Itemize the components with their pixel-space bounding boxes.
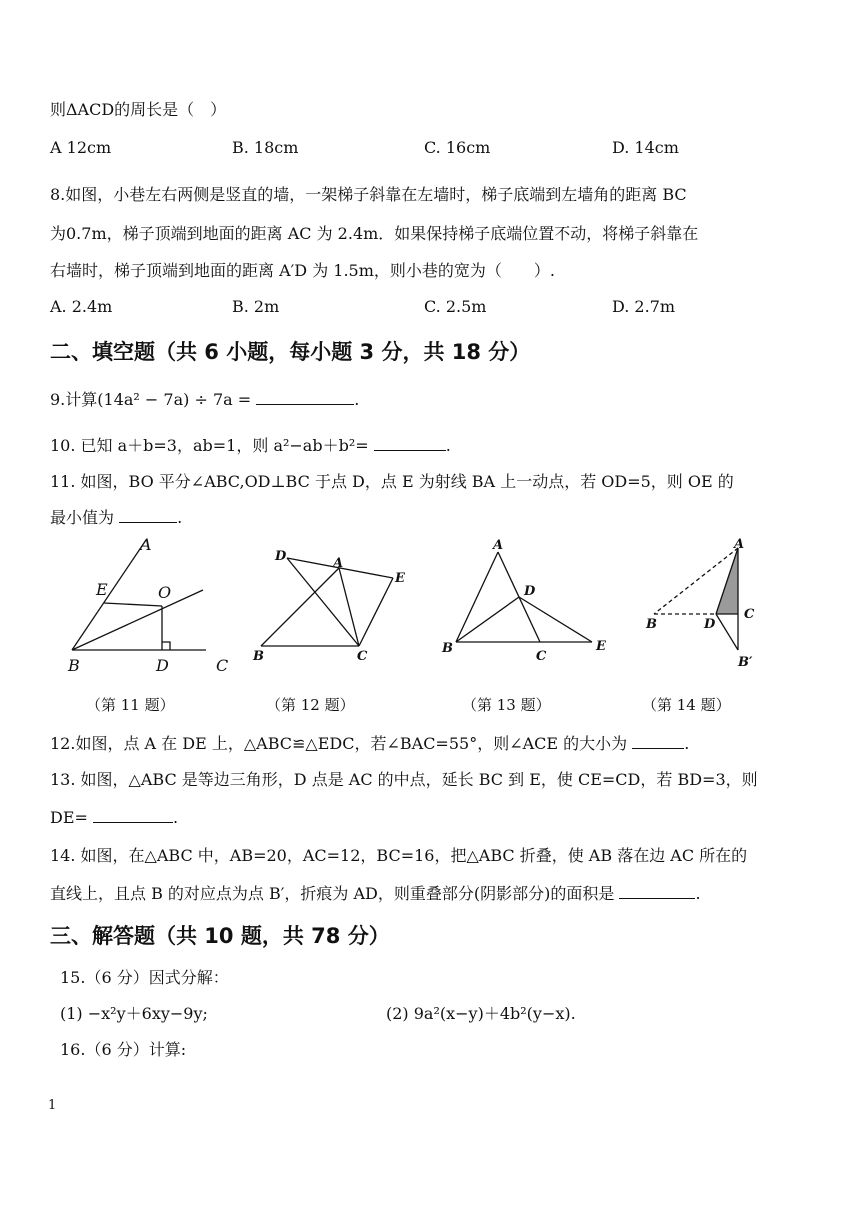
page-number: 1: [48, 1098, 57, 1113]
figure-14: [640, 538, 780, 673]
q8-option-d: D. 2.7m: [612, 297, 676, 316]
q7-option-b: B. 18cm: [232, 138, 299, 157]
caption-fig-12: （第 12 题）: [266, 696, 355, 714]
fig12-label-e: E: [395, 571, 405, 586]
q12-answer-blank: [632, 734, 684, 749]
q15-part-1: (1) −x²y＋6xy−9y;: [60, 1004, 208, 1023]
q7-option-a: A 12cm: [50, 138, 112, 157]
q12-text: 12.如图，点 A 在 DE 上，△ABC≌△EDC，若∠BAC=55°，则∠ACE 的大小为: [50, 734, 628, 753]
section-3-heading: 三、解答题（共 10 题，共 78 分）: [50, 924, 390, 948]
fig12-label-d: D: [275, 549, 287, 564]
q7-option-c: C. 16cm: [424, 138, 491, 157]
q13-line-2-text: DE=: [50, 808, 88, 827]
q9-answer-blank: [256, 390, 354, 405]
fig11-label-o: O: [158, 583, 172, 602]
fig12-label-b: B: [253, 649, 264, 664]
fig11-label-c: C: [216, 656, 229, 675]
q10-text: 10. 已知 a＋b=3，ab=1，则 a²−ab＋b²=: [50, 436, 369, 455]
q15-part-2: (2) 9a²(x−y)＋4b²(y−x).: [386, 1004, 576, 1023]
q14-line-2-text: 直线上，且点 B 的对应点为点 B′，折痕为 AD，则重叠部分(阴影部分)的面积是: [50, 884, 615, 903]
q8-option-c: C. 2.5m: [424, 297, 487, 316]
fig13-label-d: D: [524, 584, 536, 599]
q10: 10. 已知 a＋b=3，ab=1，则 a²−ab＋b²= .: [50, 436, 451, 455]
fig14-label-c: C: [744, 607, 755, 622]
fig11-label-d: D: [156, 656, 169, 675]
fig13-label-e: E: [596, 639, 606, 654]
q14-answer-blank: [619, 884, 695, 899]
fig13-label-a: A: [493, 538, 504, 553]
q9: 9.计算(14a² − 7a) ÷ 7a = .: [50, 390, 360, 409]
q8-line-2: 为0.7m，梯子顶端到地面的距离 AC 为 2.4m．如果保持梯子底端位置不动，将梯子斜靠在: [50, 224, 699, 243]
section-2-heading: 二、填空题（共 6 小题，每小题 3 分，共 18 分）: [50, 340, 531, 364]
fig14-label-a: A: [734, 538, 745, 552]
fig12-label-c: C: [357, 649, 368, 664]
figure-12: [245, 540, 415, 670]
q14-line-1: 14. 如图，在△ABC 中，AB=20，AC=12，BC=16，把△ABC 折叠，使 AB 落在边 AC 所在的: [50, 846, 748, 865]
q11-line-1: 11. 如图，BO 平分∠ABC,OD⊥BC 于点 D，点 E 为射线 BA 上一动点，若 OD=5，则 OE 的: [50, 472, 734, 491]
q11-line-2-text: 最小值为: [50, 508, 115, 527]
q7-tail: 则ΔACD的周长是（ ）: [50, 100, 227, 119]
q13-line-2: DE= .: [50, 808, 179, 827]
q14-line-2: 直线上，且点 B 的对应点为点 B′，折痕为 AD，则重叠部分(阴影部分)的面积是 .: [50, 884, 701, 903]
q16-heading: 16.（6 分）计算:: [60, 1040, 187, 1059]
fig13-label-b: B: [442, 641, 453, 656]
q8-line-1: 8.如图，小巷左右两侧是竖直的墙，一架梯子斜靠在左墙时，梯子底端到左墙角的距离 BC: [50, 185, 687, 204]
q13-line-1: 13. 如图，△ABC 是等边三角形，D 点是 AC 的中点，延长 BC 到 E，使 CE=CD，若 BD=3，则: [50, 770, 758, 789]
fig13-label-c: C: [536, 649, 547, 664]
fig11-label-a: A: [140, 535, 152, 554]
caption-fig-13: （第 13 题）: [462, 696, 551, 714]
caption-fig-14: （第 14 题）: [642, 696, 731, 714]
q15-heading: 15.（6 分）因式分解：: [60, 968, 229, 987]
q12: 12.如图，点 A 在 DE 上，△ABC≌△EDC，若∠BAC=55°，则∠ACE 的大小为 .: [50, 734, 690, 753]
figure-13: [438, 538, 618, 668]
q13-answer-blank: [93, 808, 173, 823]
fig14-label-b-prime: B′: [738, 655, 753, 670]
fig14-label-d: D: [704, 617, 716, 632]
q8-line-3: 右墙时，梯子顶端到地面的距离 A′D 为 1.5m，则小巷的宽为（ ）.: [50, 261, 555, 280]
q10-answer-blank: [374, 436, 446, 451]
q8-option-a: A. 2.4m: [50, 297, 113, 316]
caption-fig-11: （第 11 题）: [86, 696, 175, 714]
fig11-label-e: E: [96, 580, 108, 599]
q11-line-2: 最小值为 .: [50, 508, 183, 527]
q8-option-b: B. 2m: [232, 297, 280, 316]
q11-answer-blank: [119, 508, 177, 523]
q7-option-d: D. 14cm: [612, 138, 679, 157]
fig14-label-b: B: [646, 617, 657, 632]
fig11-label-b: B: [68, 656, 80, 675]
q9-text: 9.计算(14a² − 7a) ÷ 7a =: [50, 390, 252, 409]
fig12-label-a: A: [333, 556, 344, 571]
figure-11: [58, 532, 238, 677]
